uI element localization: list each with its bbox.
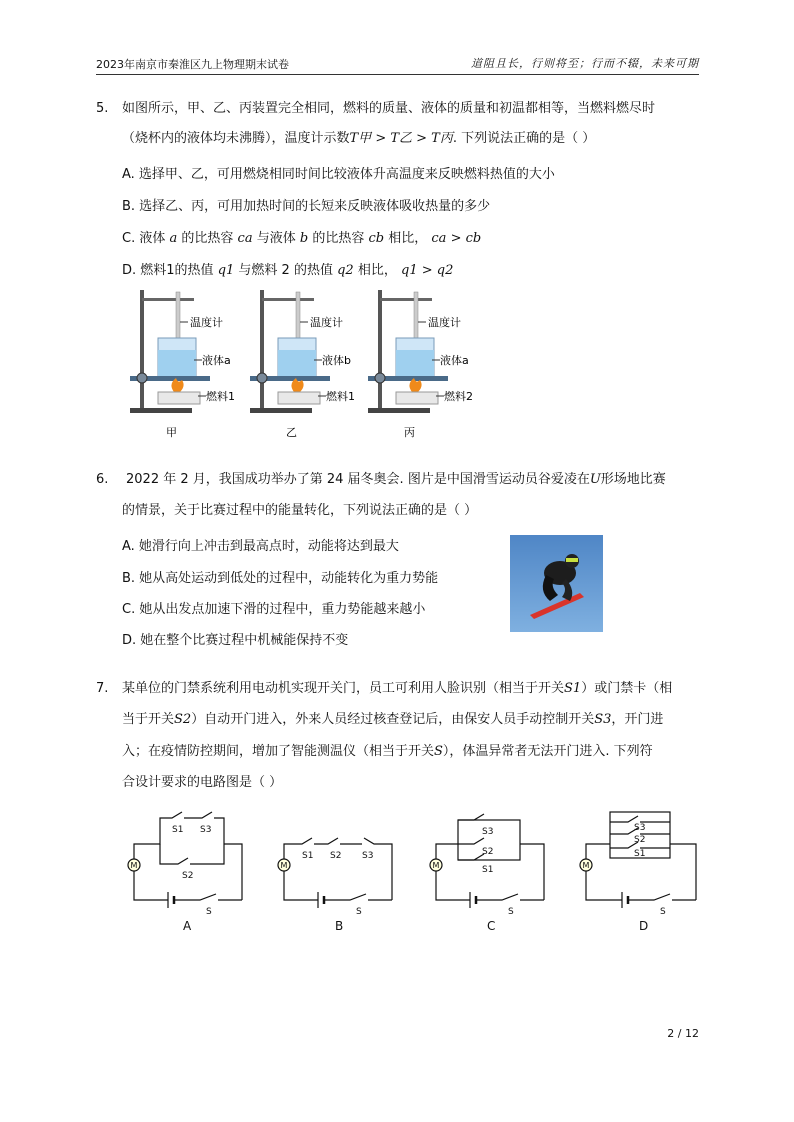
q5-option-b[interactable]: B. 选择乙、丙，可用加热时间的长短来反映液体吸收热量的多少	[122, 199, 491, 214]
q5-line2	[122, 131, 595, 147]
header-motto: 道阻且长，行则将至；行而不辍，未来可期	[471, 57, 699, 70]
q6-line1-text: 2022 年 2 月，我国成功举办了第 24 届冬奥会. 图片是中国滑雪运动员谷爱凌在	[126, 472, 590, 487]
q7-s1: S1	[564, 681, 582, 696]
q5-line2-tail: . 下列说法正确的是（ ）	[452, 131, 596, 146]
circuit-d-l4: S	[660, 907, 666, 917]
q6-line1	[126, 472, 666, 488]
apparatus-bing-fuel: 燃料2	[444, 390, 473, 403]
q5-c-m3: b	[299, 231, 309, 246]
q5-option-c[interactable]	[122, 227, 481, 246]
q7-s3: S3	[594, 712, 612, 727]
circuit-a-caption: A	[183, 919, 192, 933]
circuit-c-l1: S3	[482, 827, 494, 837]
q6-option-a[interactable]: A. 她滑行向上冲击到最高点时，动能将达到最大	[122, 539, 399, 554]
apparatus-yi-fuel: 燃料1	[326, 390, 355, 403]
q7-line1	[122, 681, 672, 697]
circuit-a-l3: S2	[182, 871, 194, 881]
apparatus-yi-thermo: 温度计	[310, 316, 343, 329]
q5-c-m1: a	[169, 231, 178, 246]
q6-option-d[interactable]: D. 她在整个比赛过程中机械能保持不变	[122, 633, 349, 648]
apparatus-bing-caption: 丙	[404, 426, 415, 439]
circuit-a-l4: S	[206, 907, 212, 917]
circuit-b-motor: M	[280, 861, 288, 870]
q5-c-t5: 相比，	[388, 231, 428, 246]
circuit-d-motor: M	[582, 861, 590, 870]
page-number: 2 / 12	[667, 1027, 699, 1040]
page-header	[96, 54, 699, 75]
q5-c-t2: 的比热容	[181, 231, 234, 246]
q7-s2: S2	[174, 712, 192, 727]
q5-d-t2: 与燃料 2 的热值	[238, 263, 333, 278]
q7-l2-t1: 当于开关	[122, 712, 175, 727]
circuit-a-motor: M	[130, 861, 138, 870]
q7-number: 7.	[96, 681, 109, 696]
q7-line4: 合设计要求的电路图是（ ）	[122, 775, 283, 790]
q7-l1-t1: 某单位的门禁系统利用电动机实现开关门，员工可利用人脸识别（相当于开关	[122, 681, 565, 696]
q7-l3-t1: 入；在疫情防控期间，增加了智能测温仪（相当于开关	[122, 744, 435, 759]
q5-c-t3: 与液体	[256, 231, 296, 246]
circuit-d-l1: S3	[634, 823, 646, 833]
circuit-c-motor: M	[432, 861, 440, 870]
q5-c-m2: ca	[237, 231, 253, 246]
circuit-b-l1: S1	[302, 851, 314, 861]
header-title: 2023年南京市秦淮区九上物理期末试卷	[96, 58, 289, 71]
q6-u-symbol: U	[589, 472, 601, 487]
q7-line2	[122, 712, 663, 728]
q5-line1: 如图所示，甲、乙、丙装置完全相同，燃料的质量、液体的质量和初温都相等，当燃料燃尽时	[122, 101, 656, 116]
apparatus-bing-liquid: 液体a	[440, 354, 469, 367]
apparatus-yi	[250, 290, 355, 439]
q7-l2-t3: ，开门进	[611, 712, 664, 727]
q5-number: 5.	[96, 101, 109, 116]
apparatus-yi-liquid: 液体b	[322, 354, 351, 367]
circuit-d-l2: S2	[634, 835, 646, 845]
apparatus-jia-thermo: 温度计	[190, 316, 223, 329]
circuit-c-l3: S1	[482, 865, 494, 875]
q5-d-m1: q1	[217, 263, 235, 278]
q7-s: S	[434, 744, 443, 759]
circuit-b-caption: B	[335, 919, 344, 933]
circuit-b	[278, 838, 392, 933]
apparatus-jia-fuel: 燃料1	[206, 390, 235, 403]
q7-circuit-figure	[120, 808, 720, 938]
circuit-c	[430, 814, 544, 933]
q6-line2: 的情景，关于比赛过程中的能量转化，下列说法正确的是（ ）	[122, 503, 478, 518]
q6-option-c[interactable]: C. 她从出发点加速下滑的过程中，重力势能越来越小	[122, 602, 426, 617]
circuit-c-l2: S2	[482, 847, 494, 857]
q6-option-b[interactable]: B. 她从高处运动到低处的过程中，动能转化为重力势能	[122, 571, 439, 586]
circuit-a-l1: S1	[172, 825, 184, 835]
q5-d-t1: D. 燃料1的热值	[122, 263, 214, 278]
apparatus-jia	[130, 290, 235, 439]
apparatus-jia-liquid: 液体a	[202, 354, 231, 367]
circuit-d-l3: S1	[634, 849, 646, 859]
circuit-b-l3: S3	[362, 851, 374, 861]
circuit-c-l4: S	[508, 907, 514, 917]
q5-temp-relation: T甲 > T乙 > T丙	[349, 131, 453, 146]
apparatus-yi-caption: 乙	[286, 426, 297, 439]
circuit-a-l2: S3	[200, 825, 212, 835]
q6-line1-tail: 形场地比赛	[600, 472, 666, 487]
skier-photo	[510, 535, 603, 632]
q5-d-t3: 相比，	[357, 263, 397, 278]
q5-c-m5: ca > cb	[431, 231, 482, 246]
circuit-b-l4: S	[356, 907, 362, 917]
q6-number: 6.	[96, 472, 109, 487]
circuit-a	[128, 812, 242, 933]
circuit-d-caption: D	[639, 919, 649, 933]
q5-c-t4: 的比热容	[312, 231, 365, 246]
circuit-d	[580, 812, 696, 933]
circuit-c-caption: C	[487, 919, 496, 933]
apparatus-bing-thermo: 温度计	[428, 316, 461, 329]
q5-c-m4: cb	[368, 231, 385, 246]
q5-d-m3: q1 > q2	[401, 263, 454, 278]
q5-apparatus-figure	[128, 288, 488, 443]
apparatus-bing	[368, 290, 473, 439]
apparatus-jia-caption: 甲	[166, 426, 177, 439]
circuit-b-l2: S2	[330, 851, 342, 861]
q5-line2-text: （烧杯内的液体均未沸腾），温度计示数	[122, 131, 350, 146]
q5-option-d[interactable]	[122, 259, 453, 278]
q5-d-m2: q2	[337, 263, 354, 278]
q7-line3	[122, 744, 653, 760]
q7-l1-t2: ）或门禁卡（相	[581, 681, 673, 696]
q7-l2-t2: ）自动开门进入，外来人员经过核查登记后，由保安人员手动控制开关	[191, 712, 595, 727]
q5-option-a[interactable]: A. 选择甲、乙，可用燃烧相同时间比较液体升高温度来反映燃料热值的大小	[122, 167, 555, 182]
q7-l3-t2: ），体温异常者无法开门进入. 下列符	[442, 744, 653, 759]
q5-c-t1: C. 液体	[122, 231, 166, 246]
